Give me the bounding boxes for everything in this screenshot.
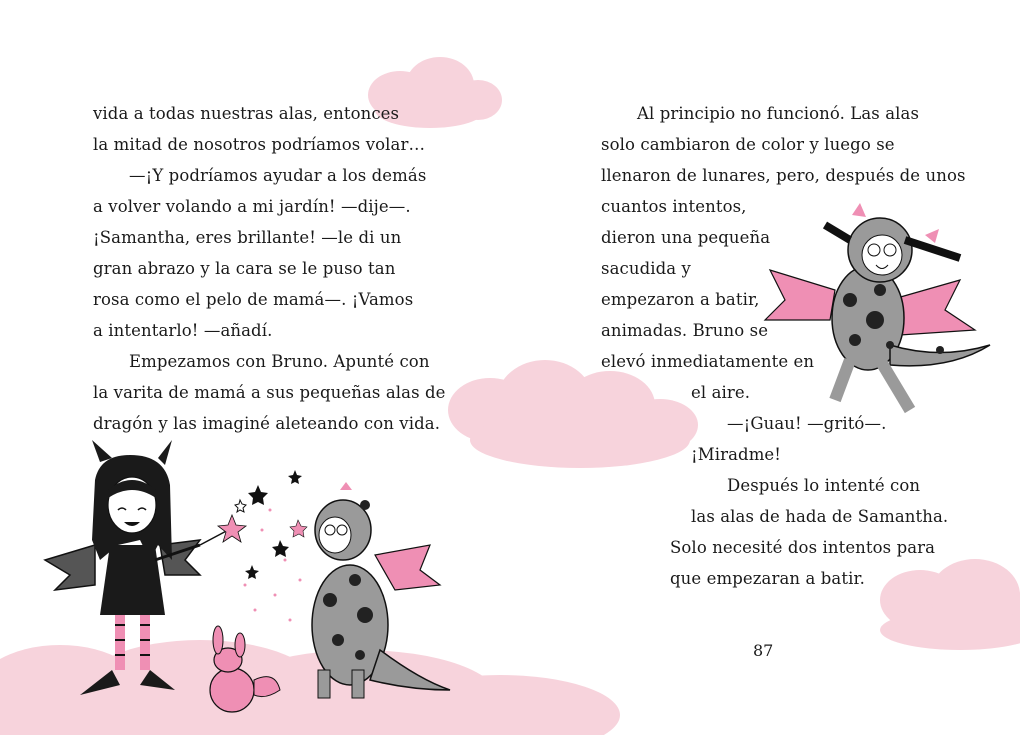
right-text-line: sacudida y <box>601 259 691 278</box>
left-text-line: a intentarlo! —añadí. <box>93 321 273 340</box>
right-text-line: cuantos intentos, <box>601 197 747 216</box>
right-text-line: Solo necesité dos intentos para <box>670 538 936 557</box>
left-text-line: vida a todas nuestras alas, entonces <box>93 104 400 123</box>
right-text-line: elevó inmediatamente en <box>601 352 815 371</box>
right-text-line: Al principio no funcionó. Las alas <box>637 104 920 123</box>
right-text-line: que empezaran a batir. <box>670 569 865 588</box>
left-text-line: a volver volando a mi jardín! —dije—. <box>93 197 411 216</box>
right-text-line: las alas de hada de Samantha. <box>691 507 949 526</box>
right-text-line: solo cambiaron de color y luego se <box>601 135 895 154</box>
right-page <box>510 0 1020 735</box>
right-text-line: Después lo intenté con <box>727 476 921 495</box>
left-text-line: dragón y las imaginé aleteando con vida. <box>93 414 441 433</box>
right-text-line: dieron una pequeña <box>601 228 771 247</box>
left-text-line: la mitad de nosotros podríamos volar… <box>93 135 426 154</box>
left-text-line: ¡Samantha, eres brillante! —le di un <box>93 228 402 247</box>
left-text-line: rosa como el pelo de mamá—. ¡Vamos <box>93 290 414 309</box>
left-text-line: —¡Y podríamos ayudar a los demás <box>129 166 427 185</box>
right-text-line: llenaron de lunares, pero, después de unos <box>601 166 966 185</box>
right-text-line: —¡Guau! —gritó—. <box>727 414 887 433</box>
page-number: 87 <box>753 641 774 660</box>
right-text-line: animadas. Bruno se <box>601 321 769 340</box>
right-text-line: ¡Miradme! <box>691 445 782 464</box>
right-text-line: el aire. <box>691 383 751 402</box>
left-text-line: Empezamos con Bruno. Apunté con <box>129 352 430 371</box>
left-text-line: gran abrazo y la cara se le puso tan <box>93 259 396 278</box>
right-text-line: empezaron a batir, <box>601 290 760 309</box>
left-text-line: la varita de mamá a sus pequeñas alas de <box>93 383 446 402</box>
